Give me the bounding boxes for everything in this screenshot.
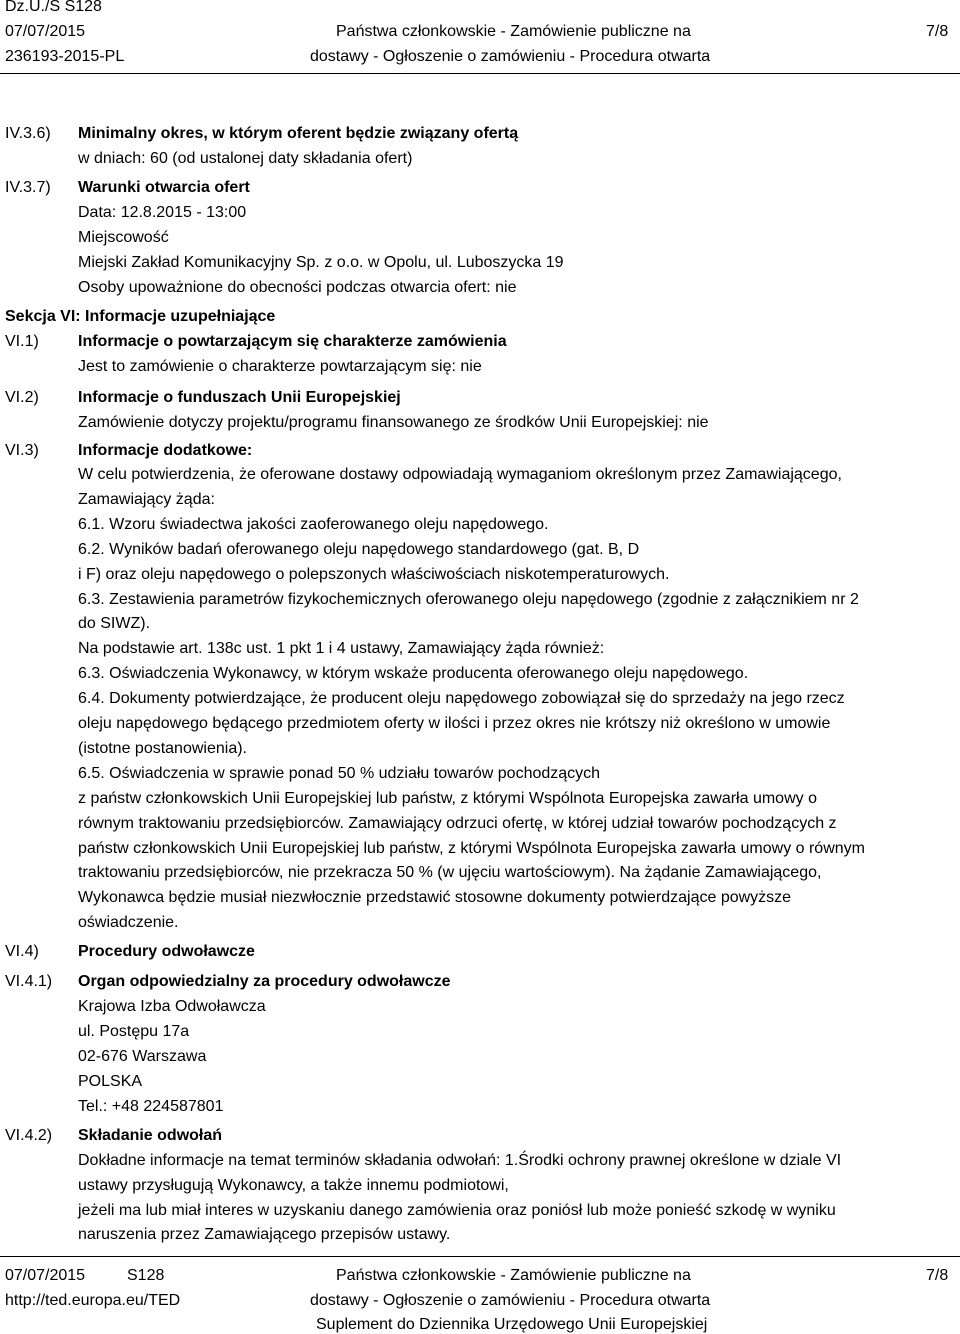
- additional-info-line: i F) oraz oleju napędowego o polepszonych właściwościach niskotemperaturowych.: [78, 566, 670, 583]
- review-body-line: Krajowa Izba Odwoławcza: [78, 998, 266, 1015]
- header-title-line-1: Państwa członkowskie - Zamówienie publiczne na: [336, 23, 691, 40]
- section-heading: Sekcja VI: Informacje uzupełniające: [5, 308, 276, 325]
- section-number: IV.3.6): [5, 125, 51, 142]
- section-number: VI.2): [5, 389, 39, 406]
- footer-url: http://ted.europa.eu/TED: [5, 1292, 181, 1309]
- section-title: Informacje o funduszach Unii Europejskiej: [78, 389, 401, 406]
- additional-info-line: do SIWZ).: [78, 615, 151, 632]
- footer-page-number: 7/8: [926, 1267, 949, 1284]
- additional-info-line: (istotne postanowienia).: [78, 740, 247, 757]
- additional-info-line: Zamawiający żąda:: [78, 491, 215, 508]
- footer-date: 07/07/2015: [5, 1267, 86, 1284]
- header-journal-ref: Dz.U./S S128: [5, 0, 102, 15]
- additional-info-line: oleju napędowego będącego przedmiotem oferty w ilości i przez okres nie krótszy niż określono w umowie: [78, 715, 831, 732]
- additional-info-line: z państw członkowskich Unii Europejskiej lub państw, z którymi Wspólnota Europejska zawarła umowy o: [78, 790, 817, 807]
- header-notice-number: 236193-2015-PL: [5, 48, 125, 65]
- additional-info-line: 6.2. Wyników badań oferowanego oleju napędowego standardowego (gat. B, D: [78, 541, 640, 558]
- section-number: VI.3): [5, 442, 39, 459]
- place-value: Miejski Zakład Komunikacyjny Sp. z o.o. w Opolu, ul. Luboszycka 19: [78, 254, 564, 271]
- section-text: Jest to zamówienie o charakterze powtarzającym się: nie: [78, 358, 482, 375]
- section-number: VI.4.1): [5, 973, 53, 990]
- section-text: w dniach: 60 (od ustalonej daty składania ofert): [78, 150, 413, 167]
- section-title: Procedury odwoławcze: [78, 943, 255, 960]
- review-body-line: POLSKA: [78, 1073, 143, 1090]
- footer-title-line-2: dostawy - Ogłoszenie o zamówieniu - Procedura otwarta: [310, 1292, 711, 1309]
- appeals-line: ustawy przysługują Wykonawcy, a także innemu podmiotowi,: [78, 1177, 509, 1194]
- footer-ref: S128: [127, 1267, 165, 1284]
- additional-info-line: 6.3. Zestawienia parametrów fizykochemicznych oferowanego oleju napędowego (zgodnie z załącznikiem nr 2: [78, 591, 859, 608]
- additional-info-line: traktowaniu przedsiębiorców, nie przekracza 50 % (w ujęciu wartościowym). Na żądanie Zamawiającego,: [78, 864, 822, 881]
- review-body-line: Tel.: +48 224587801: [78, 1098, 224, 1115]
- section-number: VI.1): [5, 333, 39, 350]
- additional-info-line: 6.4. Dokumenty potwierdzające, że producent oleju napędowego zobowiązał się do sprzedaży na jego rzecz: [78, 690, 845, 707]
- section-title: Składanie odwołań: [78, 1127, 223, 1144]
- header-divider: [0, 73, 960, 74]
- section-title: Informacje o powtarzającym się charakterze zamówienia: [78, 333, 507, 350]
- header-page-number: 7/8: [926, 23, 949, 40]
- additional-info-line: W celu potwierdzenia, że oferowane dostawy odpowiadają wymaganiom określonym przez Zamawiającego,: [78, 466, 842, 483]
- additional-info-line: równym traktowaniu przedsiębiorców. Zamawiający odrzuci ofertę, w której udział towarów pochodzących z: [78, 815, 837, 832]
- review-body-line: ul. Postępu 17a: [78, 1023, 190, 1040]
- place-label: Miejscowość: [78, 229, 169, 246]
- header-title-line-2: dostawy - Ogłoszenie o zamówieniu - Procedura otwarta: [310, 48, 711, 65]
- footer-title-line-1: Państwa członkowskie - Zamówienie publiczne na: [336, 1267, 691, 1284]
- additional-info-line: oświadczenie.: [78, 914, 179, 931]
- additional-info-line: 6.3. Oświadczenia Wykonawcy, w którym wskaże producenta oferowanego oleju napędowego.: [78, 665, 749, 682]
- header-date: 07/07/2015: [5, 23, 86, 40]
- appeals-line: naruszenia przez Zamawiającego przepisów ustawy.: [78, 1226, 451, 1243]
- section-title: Warunki otwarcia ofert: [78, 179, 250, 196]
- footer-title-line-3: Suplement do Dziennika Urzędowego Unii Europejskiej: [316, 1316, 708, 1333]
- section-title: Informacje dodatkowe:: [78, 442, 253, 459]
- opening-date: Data: 12.8.2015 - 13:00: [78, 204, 247, 221]
- additional-info-line: państw członkowskich Unii Europejskiej lub państw, z którymi Wspólnota Europejska zawarła umowy o równym: [78, 840, 865, 857]
- section-number: VI.4): [5, 943, 39, 960]
- section-text: Zamówienie dotyczy projektu/programu finansowanego ze środków Unii Europejskiej: nie: [78, 414, 709, 431]
- footer-divider: [0, 1256, 960, 1257]
- authorized-persons: Osoby upoważnione do obecności podczas otwarcia ofert: nie: [78, 279, 517, 296]
- additional-info-line: 6.5. Oświadczenia w sprawie ponad 50 % udziału towarów pochodzących: [78, 765, 601, 782]
- section-title: Organ odpowiedzialny za procedury odwoławcze: [78, 973, 451, 990]
- appeals-line: jeżeli ma lub miał interes w uzyskaniu danego zamówienia oraz poniósł lub może ponieść szkodę w wyniku: [78, 1202, 836, 1219]
- additional-info-line: Wykonawca będzie musiał niezwłocznie przedstawić stosowne dokumenty potwierdzające powyższe: [78, 889, 792, 906]
- section-number: IV.3.7): [5, 179, 51, 196]
- additional-info-line: Na podstawie art. 138c ust. 1 pkt 1 i 4 ustawy, Zamawiający żąda również:: [78, 640, 605, 657]
- section-title: Minimalny okres, w którym oferent będzie związany ofertą: [78, 125, 519, 142]
- additional-info-line: 6.1. Wzoru świadectwa jakości zaoferowanego oleju napędowego.: [78, 516, 549, 533]
- review-body-line: 02-676 Warszawa: [78, 1048, 207, 1065]
- section-number: VI.4.2): [5, 1127, 53, 1144]
- appeals-line: Dokładne informacje na temat terminów składania odwołań: 1.Środki ochrony prawnej określone w dziale VI: [78, 1152, 842, 1169]
